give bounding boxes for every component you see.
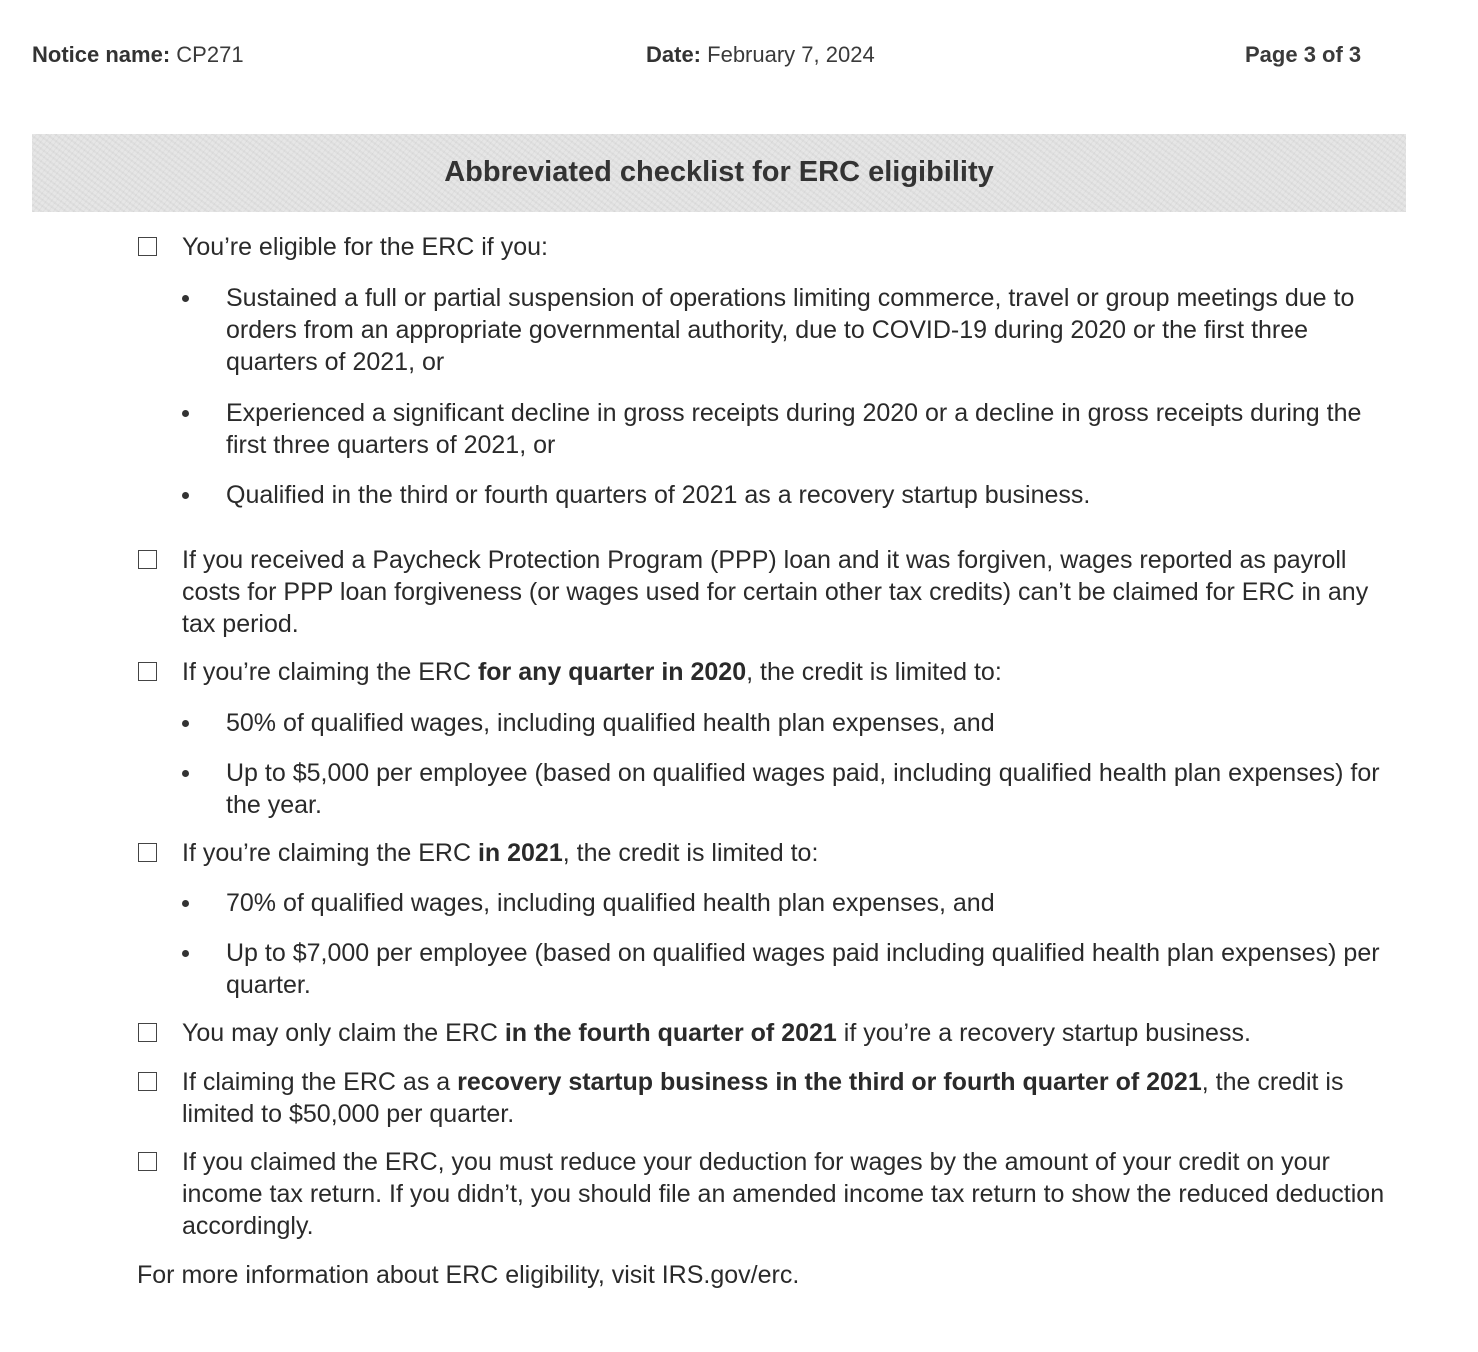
bullet-icon [182, 770, 189, 777]
bullet-text: Experienced a significant decline in gross receipts during 2020 or a decline in gross receipts during the first three quarters of 2021, or [226, 399, 1362, 459]
bullet-text: 70% of qualified wages, including qualified health plan expenses, and [226, 889, 995, 917]
emphasis: recovery startup business in the third or fourth quarter of 2021 [457, 1068, 1202, 1096]
checklist-item-text: You may only claim the ERC in the fourth quarter of 2021 if you’re a recovery startup business. [182, 1019, 1251, 1047]
checklist-item-text: You’re eligible for the ERC if you: [182, 233, 548, 261]
checklist-item-text: If you’re claiming the ERC in 2021, the credit is limited to: [182, 839, 819, 867]
notice-name-label: Notice name: [32, 42, 171, 67]
checklist-item-text: If you’re claiming the ERC for any quarter in 2020, the credit is limited to: [182, 658, 1002, 686]
notice-date-label: Date: [646, 42, 702, 67]
bullet-text: Up to $5,000 per employee (based on qualified wages paid, including qualified health plan expenses) for the year. [226, 759, 1380, 819]
bullet-icon [182, 900, 189, 907]
notice-date [646, 42, 875, 68]
checkbox[interactable] [138, 550, 157, 569]
bullet-icon [182, 295, 189, 302]
bullet-icon [182, 410, 189, 417]
title-banner [32, 134, 1406, 212]
bullet-text: Qualified in the third or fourth quarters of 2021 as a recovery startup business. [226, 481, 1091, 509]
notice-name-value: CP271 [176, 42, 244, 67]
bullet-text: 50% of qualified wages, including qualified health plan expenses, and [226, 709, 995, 737]
checklist-item-text: If you claimed the ERC, you must reduce your deduction for wages by the amount of your credit on your income tax return. If you didn’t, you should file an amended income tax return to show the reduced deduction accordingly. [182, 1148, 1385, 1240]
notice-name [32, 42, 244, 68]
checkbox[interactable] [138, 843, 157, 862]
checklist-item-text: If claiming the ERC as a recovery startup business in the third or fourth quarter of 2021, the credit is limited to $50,000 per quarter. [182, 1068, 1344, 1128]
bullet-icon [182, 950, 189, 957]
checkbox[interactable] [138, 1072, 157, 1091]
bullet-text: Sustained a full or partial suspension of operations limiting commerce, travel or group meetings due to orders from an appropriate governmental authority, due to COVID-19 during 2020 or the first three quarters of 2021, or [226, 284, 1355, 376]
checkbox[interactable] [138, 1023, 157, 1042]
footer-note: For more information about ERC eligibility, visit IRS.gov/erc. [137, 1261, 800, 1289]
emphasis: in the fourth quarter of 2021 [504, 1019, 837, 1047]
checklist-item-text: If you received a Paycheck Protection Program (PPP) loan and it was forgiven, wages reported as payroll costs for PPP loan forgiveness (or wages used for certain other tax credits) can’t be claimed for ERC in any tax period. [182, 546, 1369, 638]
checkbox[interactable] [138, 237, 157, 256]
bullet-icon [182, 720, 189, 727]
emphasis: in 2021 [477, 839, 563, 867]
checkbox[interactable] [138, 1152, 157, 1171]
page-title: Abbreviated checklist for ERC eligibility [444, 155, 994, 188]
bullet-text: Up to $7,000 per employee (based on qualified wages paid including qualified health plan expenses) per quarter. [226, 939, 1380, 999]
emphasis: for any quarter in 2020 [477, 658, 747, 686]
checkbox[interactable] [138, 662, 157, 681]
page-number: Page 3 of 3 [1245, 42, 1362, 67]
bullet-icon [182, 492, 189, 499]
notice-date-value: February 7, 2024 [707, 42, 875, 67]
